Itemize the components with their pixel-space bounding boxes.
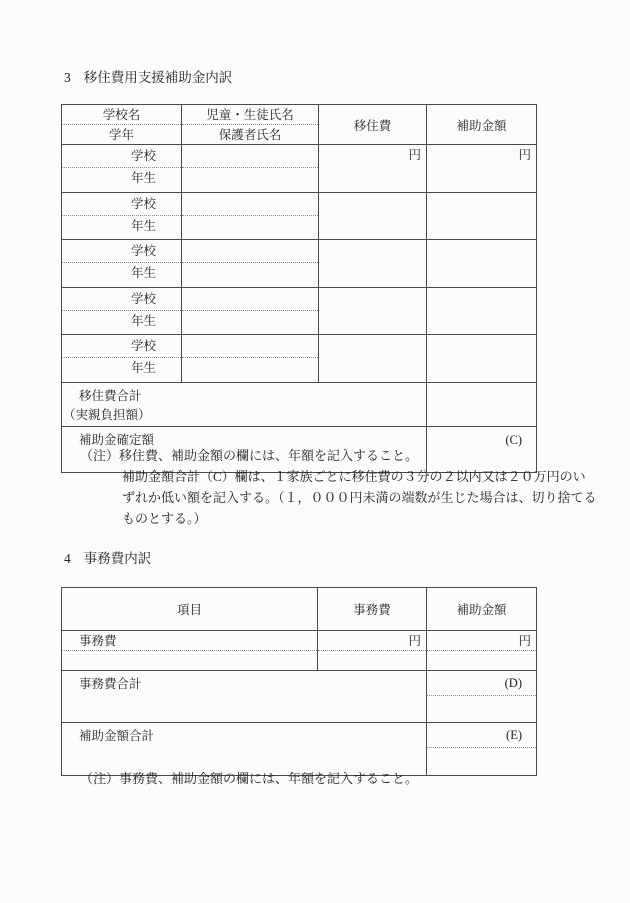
admin-total-value-cell [427, 671, 537, 723]
header-subsidy-amount: 補助金額 [427, 588, 537, 631]
grade-suffix: 年生 [130, 219, 156, 233]
expense-label: 事務費 [62, 631, 317, 651]
header-item: 項目 [62, 588, 318, 631]
section-4-heading [64, 547, 151, 567]
admin-cost-table [61, 587, 537, 776]
name-input-cell [182, 193, 319, 240]
moving-total-label-cell [62, 383, 427, 427]
table-header-row [62, 105, 537, 145]
header-moving-cost: 移住費 [319, 105, 427, 145]
moving-cost-cell [319, 335, 427, 383]
yen-unit: 円 [427, 631, 536, 651]
parent-burden-label: （実親負担額） [63, 408, 151, 422]
note-line: 補助金額合計（C）欄は、１家族ごとに移住費の３分の２以内又は２０万円のい [122, 469, 586, 484]
admin-total-row [62, 671, 537, 723]
note-line: （注）事務費、補助金額の欄には、年額を記入すること。 [80, 771, 419, 786]
admin-expense-row [62, 631, 537, 671]
header-admin-cost: 事務費 [318, 588, 427, 631]
section-4-note [80, 768, 418, 789]
expense-label-cell [62, 631, 318, 671]
header-school-cell [62, 105, 182, 145]
subsidy-total-label: 補助金額合計 [62, 723, 427, 776]
section-3-number: 3 [64, 70, 71, 85]
section-3-title: 移住費用支援補助金内訳 [83, 70, 233, 85]
table-row [62, 240, 537, 288]
admin-total-label: 事務費合計 [62, 671, 427, 723]
subsidy-cell: 円 [427, 145, 537, 193]
table-row [62, 288, 537, 335]
section-3-notes [80, 445, 597, 529]
school-grade-cell [62, 288, 182, 335]
note-line: ずれか低い額を記入する。（１，０００円未満の端数が生じた場合は、切り捨てる [122, 490, 597, 505]
moving-cost-cell [319, 288, 427, 335]
subsidy-total-code: (E) [427, 723, 536, 748]
moving-cost-cell: 円 [319, 145, 427, 193]
moving-total-value-cell [427, 383, 537, 427]
school-grade-cell [62, 193, 182, 240]
note-line: ものとする。） [122, 511, 207, 526]
section-3-heading [64, 66, 232, 86]
grade-suffix: 年生 [130, 266, 156, 280]
subsidy-total-value-cell [427, 723, 537, 776]
name-input-cell [182, 240, 319, 288]
admin-total-code: (D) [427, 671, 536, 696]
school-suffix: 学校 [62, 288, 181, 311]
subsidy-cell [427, 288, 537, 335]
header-school-name: 学校名 [62, 105, 181, 125]
grade-suffix: 年生 [130, 171, 156, 185]
confirmed-amount-label: 補助金確定額 [62, 427, 427, 473]
expense-cost-cell [318, 631, 427, 671]
note-line: （注）移住費、補助金額の欄には、年額を記入すること。 [80, 448, 419, 463]
moving-cost-cell [319, 240, 427, 288]
header-grade: 学年 [108, 128, 134, 142]
school-grade-cell [62, 335, 182, 383]
moving-subsidy-table [61, 104, 537, 473]
section-4-number: 4 [64, 551, 71, 566]
header-guardian-name: 保護者氏名 [218, 128, 282, 142]
subsidy-cell [427, 240, 537, 288]
school-suffix: 学校 [62, 145, 181, 168]
school-grade-cell [62, 240, 182, 288]
school-grade-cell [62, 145, 182, 193]
table-row [62, 335, 537, 383]
school-suffix: 学校 [62, 193, 181, 216]
table-row [62, 193, 537, 240]
confirmed-amount-code: (C) [427, 427, 537, 473]
school-suffix: 学校 [62, 240, 181, 263]
expense-subsidy-cell [427, 631, 537, 671]
grade-suffix: 年生 [130, 314, 156, 328]
table-header-row [62, 588, 537, 631]
header-subsidy-amount: 補助金額 [427, 105, 537, 145]
subsidy-cell [427, 335, 537, 383]
moving-cost-cell [319, 193, 427, 240]
section-4-title: 事務費内訳 [83, 551, 152, 566]
subsidy-cell [427, 193, 537, 240]
name-input-cell [182, 335, 319, 383]
moving-total-label: 移住費合計 [79, 389, 142, 403]
table-row [62, 145, 537, 193]
yen-unit: 円 [318, 631, 426, 651]
grade-suffix: 年生 [130, 361, 156, 375]
name-input-cell [182, 145, 319, 193]
header-name-cell [182, 105, 319, 145]
header-student-name: 児童・生徒氏名 [182, 105, 318, 125]
name-input-cell [182, 288, 319, 335]
school-suffix: 学校 [62, 335, 181, 358]
moving-total-row [62, 383, 537, 427]
